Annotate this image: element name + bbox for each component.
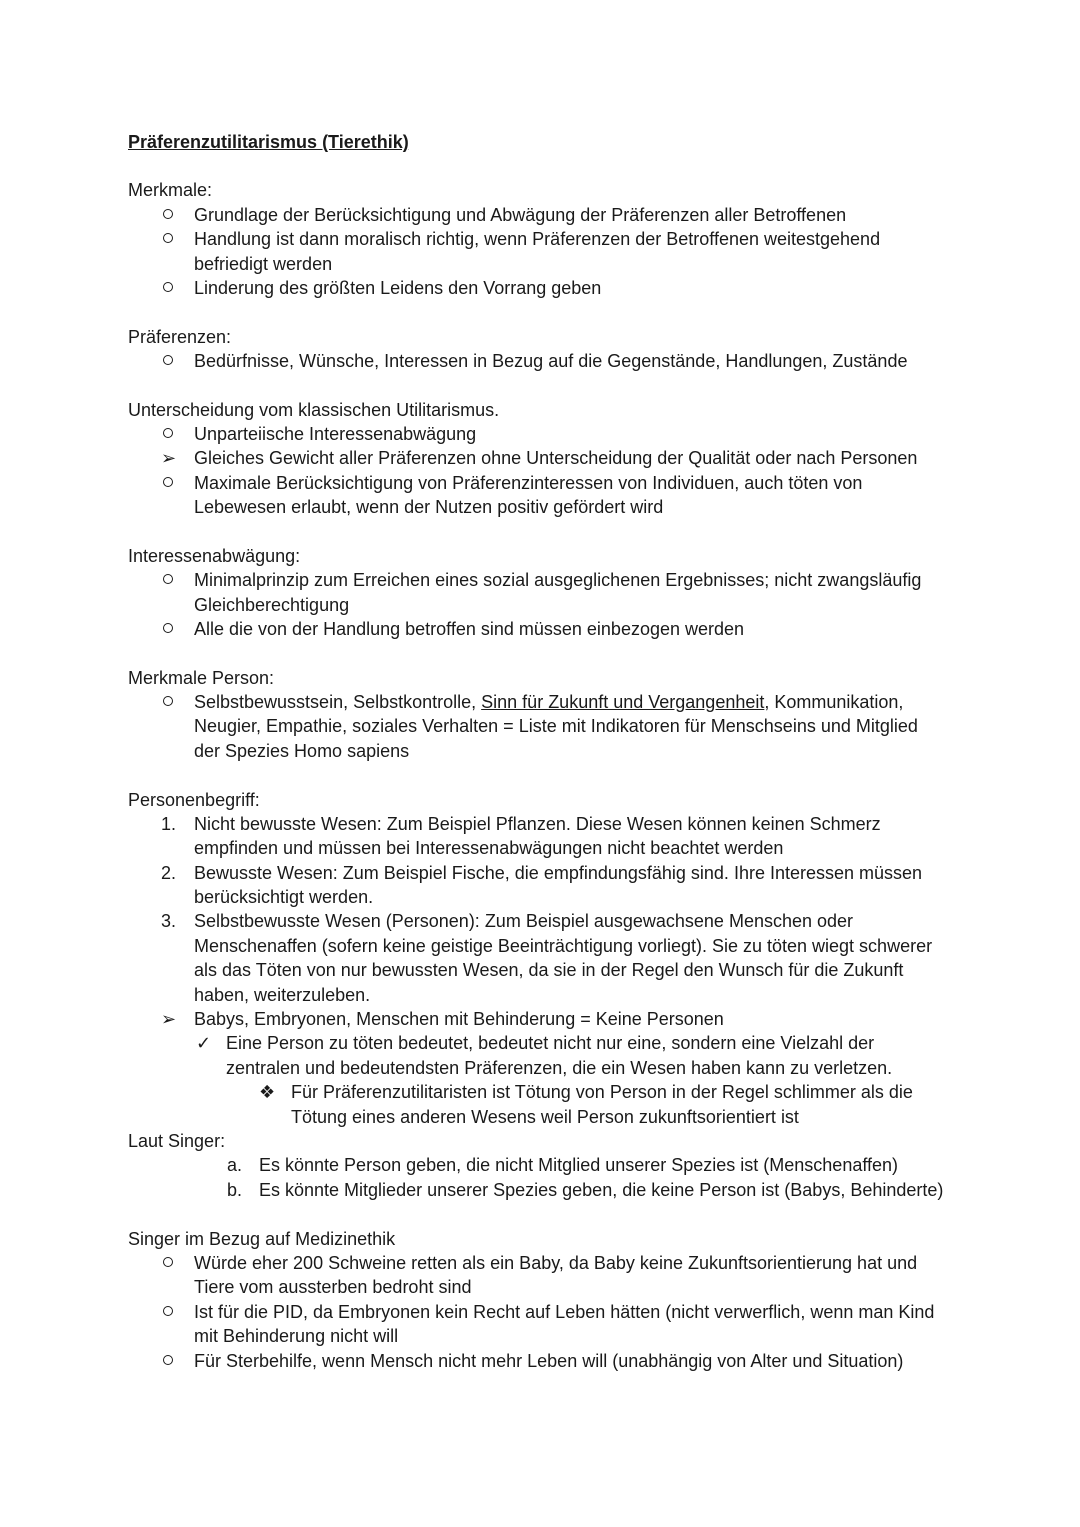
list-item-continuation: Neugier, Empathie, soziales Verhalten = Liste mit Indikatoren für Menschseins und Mitglied xyxy=(194,716,918,736)
text-run: Selbstbewusstsein, Selbstkontrolle, xyxy=(194,692,482,712)
list-item: Alle die von der Handlung betroffen sind müssen einbezogen werden xyxy=(194,619,745,639)
list-item: Es könnte Mitglieder unserer Spezies geben, die keine Person ist (Babys, Behinderte) xyxy=(259,1180,944,1200)
bullet-circle-icon xyxy=(163,1300,189,1325)
underlined-text: Sinn für Zukunft und Vergangenheit xyxy=(481,692,765,712)
list-item: Bedürfnisse, Wünsche, Interessen in Bezug auf die Gegenstände, Handlungen, Zustände xyxy=(194,351,908,371)
list-item-continuation: Lebewesen erlaubt, wenn der Nutzen positiv gefördert wird xyxy=(194,497,664,517)
list-item: Eine Person zu töten bedeutet, bedeutet nicht nur eine, sondern eine Vielzahl der xyxy=(226,1033,875,1053)
section-heading-unterscheidung: Unterscheidung vom klassischen Utilitarismus. xyxy=(128,400,500,420)
bullet-circle-icon xyxy=(163,690,189,715)
list-item: Ist für die PID, da Embryonen kein Recht auf Leben hätten (nicht verwerflich, wenn man Kind xyxy=(194,1302,935,1322)
section-heading-interessenabwaegung: Interessenabwägung: xyxy=(128,546,301,566)
bullet-circle-icon xyxy=(163,227,189,252)
diamond-bullet-icon: ❖ xyxy=(259,1082,276,1102)
list-item: Minimalprinzip zum Erreichen eines sozial ausgeglichenen Ergebnisses; nicht zwangsläufig xyxy=(194,570,922,590)
bullet-circle-icon xyxy=(163,568,189,593)
list-item: Unparteiische Interessenabwägung xyxy=(194,424,477,444)
letter-marker: b. xyxy=(227,1180,243,1200)
list-item: Babys, Embryonen, Menschen mit Behinderung = Keine Personen xyxy=(194,1009,724,1029)
list-item-continuation: Tiere vom aussterben bedroht sind xyxy=(194,1277,472,1297)
list-item: Grundlage der Berücksichtigung und Abwägung der Präferenzen aller Betroffenen xyxy=(194,205,847,225)
list-item-continuation: als das Töten von nur bewussten Wesen, da sie in der Regel den Wunsch für die Zukunft xyxy=(194,960,904,980)
list-item-continuation: zentralen und bedeutendsten Präferenzen, die ein Wesen haben kann zu verletzen. xyxy=(226,1058,893,1078)
list-item: Für Präferenzutilitaristen ist Tötung von Person in der Regel schlimmer als die xyxy=(291,1082,913,1102)
list-item xyxy=(194,690,903,715)
number-marker: 1. xyxy=(161,814,177,834)
list-item: Selbstbewusste Wesen (Personen): Zum Beispiel ausgewachsene Menschen oder xyxy=(194,911,854,931)
list-item-continuation: der Spezies Homo sapiens xyxy=(194,741,410,761)
check-icon: ✓ xyxy=(196,1033,212,1053)
list-item: Nicht bewusste Wesen: Zum Beispiel Pflanzen. Diese Wesen können keinen Schmerz xyxy=(194,814,881,834)
arrow-bullet-icon: ➢ xyxy=(161,448,177,468)
section-heading-laut-singer: Laut Singer: xyxy=(128,1131,226,1151)
list-item-continuation: Menschenaffen (sofern keine geistige Beeinträchtigung vorliegt). Sie zu töten wiegt schwerer xyxy=(194,936,933,956)
bullet-circle-icon xyxy=(163,276,189,301)
document-title: Präferenzutilitarismus (Tierethik) xyxy=(128,132,409,152)
section-heading-merkmale: Merkmale: xyxy=(128,180,213,200)
list-item-continuation: befriedigt werden xyxy=(194,254,333,274)
list-item: Handlung ist dann moralisch richtig, wenn Präferenzen der Betroffenen weitestgehend xyxy=(194,229,881,249)
list-item-continuation: Gleichberechtigung xyxy=(194,595,350,615)
list-item: Gleiches Gewicht aller Präferenzen ohne Unterscheidung der Qualität oder nach Personen xyxy=(194,448,918,468)
list-item: Für Sterbehilfe, wenn Mensch nicht mehr Leben will (unabhängig von Alter und Situation) xyxy=(194,1351,904,1371)
letter-marker: a. xyxy=(227,1155,243,1175)
list-item: Bewusste Wesen: Zum Beispiel Fische, die empfindungsfähig sind. Ihre Interessen müssen xyxy=(194,863,923,883)
number-marker: 3. xyxy=(161,911,177,931)
bullet-circle-icon xyxy=(163,1251,189,1276)
bullet-circle-icon xyxy=(163,1349,189,1374)
section-heading-merkmale-person: Merkmale Person: xyxy=(128,668,275,688)
section-heading-praeferenzen: Präferenzen: xyxy=(128,327,232,347)
list-item-continuation: empfinden und müssen bei Interessenabwägungen nicht beachtet werden xyxy=(194,838,784,858)
text-run: , Kommunikation, xyxy=(764,692,904,712)
section-heading-personenbegriff: Personenbegriff: xyxy=(128,790,260,810)
arrow-bullet-icon: ➢ xyxy=(161,1009,177,1029)
list-item: Würde eher 200 Schweine retten als ein Baby, da Baby keine Zukunftsorientierung hat und xyxy=(194,1253,918,1273)
bullet-circle-icon xyxy=(163,203,189,228)
list-item: Maximale Berücksichtigung von Präferenzinteressen von Individuen, auch töten von xyxy=(194,473,863,493)
bullet-circle-icon xyxy=(163,471,189,496)
list-item: Es könnte Person geben, die nicht Mitglied unserer Spezies ist (Menschenaffen) xyxy=(259,1155,899,1175)
list-item-continuation: berücksichtigt werden. xyxy=(194,887,374,907)
bullet-circle-icon xyxy=(163,617,189,642)
section-heading-medizinethik: Singer im Bezug auf Medizinethik xyxy=(128,1229,396,1249)
number-marker: 2. xyxy=(161,863,177,883)
list-item: Linderung des größten Leidens den Vorrang geben xyxy=(194,278,602,298)
bullet-circle-icon xyxy=(163,349,189,374)
list-item-continuation: Tötung eines anderen Wesens weil Person zukunftsorientiert ist xyxy=(291,1107,799,1127)
list-item-continuation: mit Behinderung nicht will xyxy=(194,1326,399,1346)
bullet-circle-icon xyxy=(163,422,189,447)
list-item-continuation: haben, weiterzuleben. xyxy=(194,985,371,1005)
